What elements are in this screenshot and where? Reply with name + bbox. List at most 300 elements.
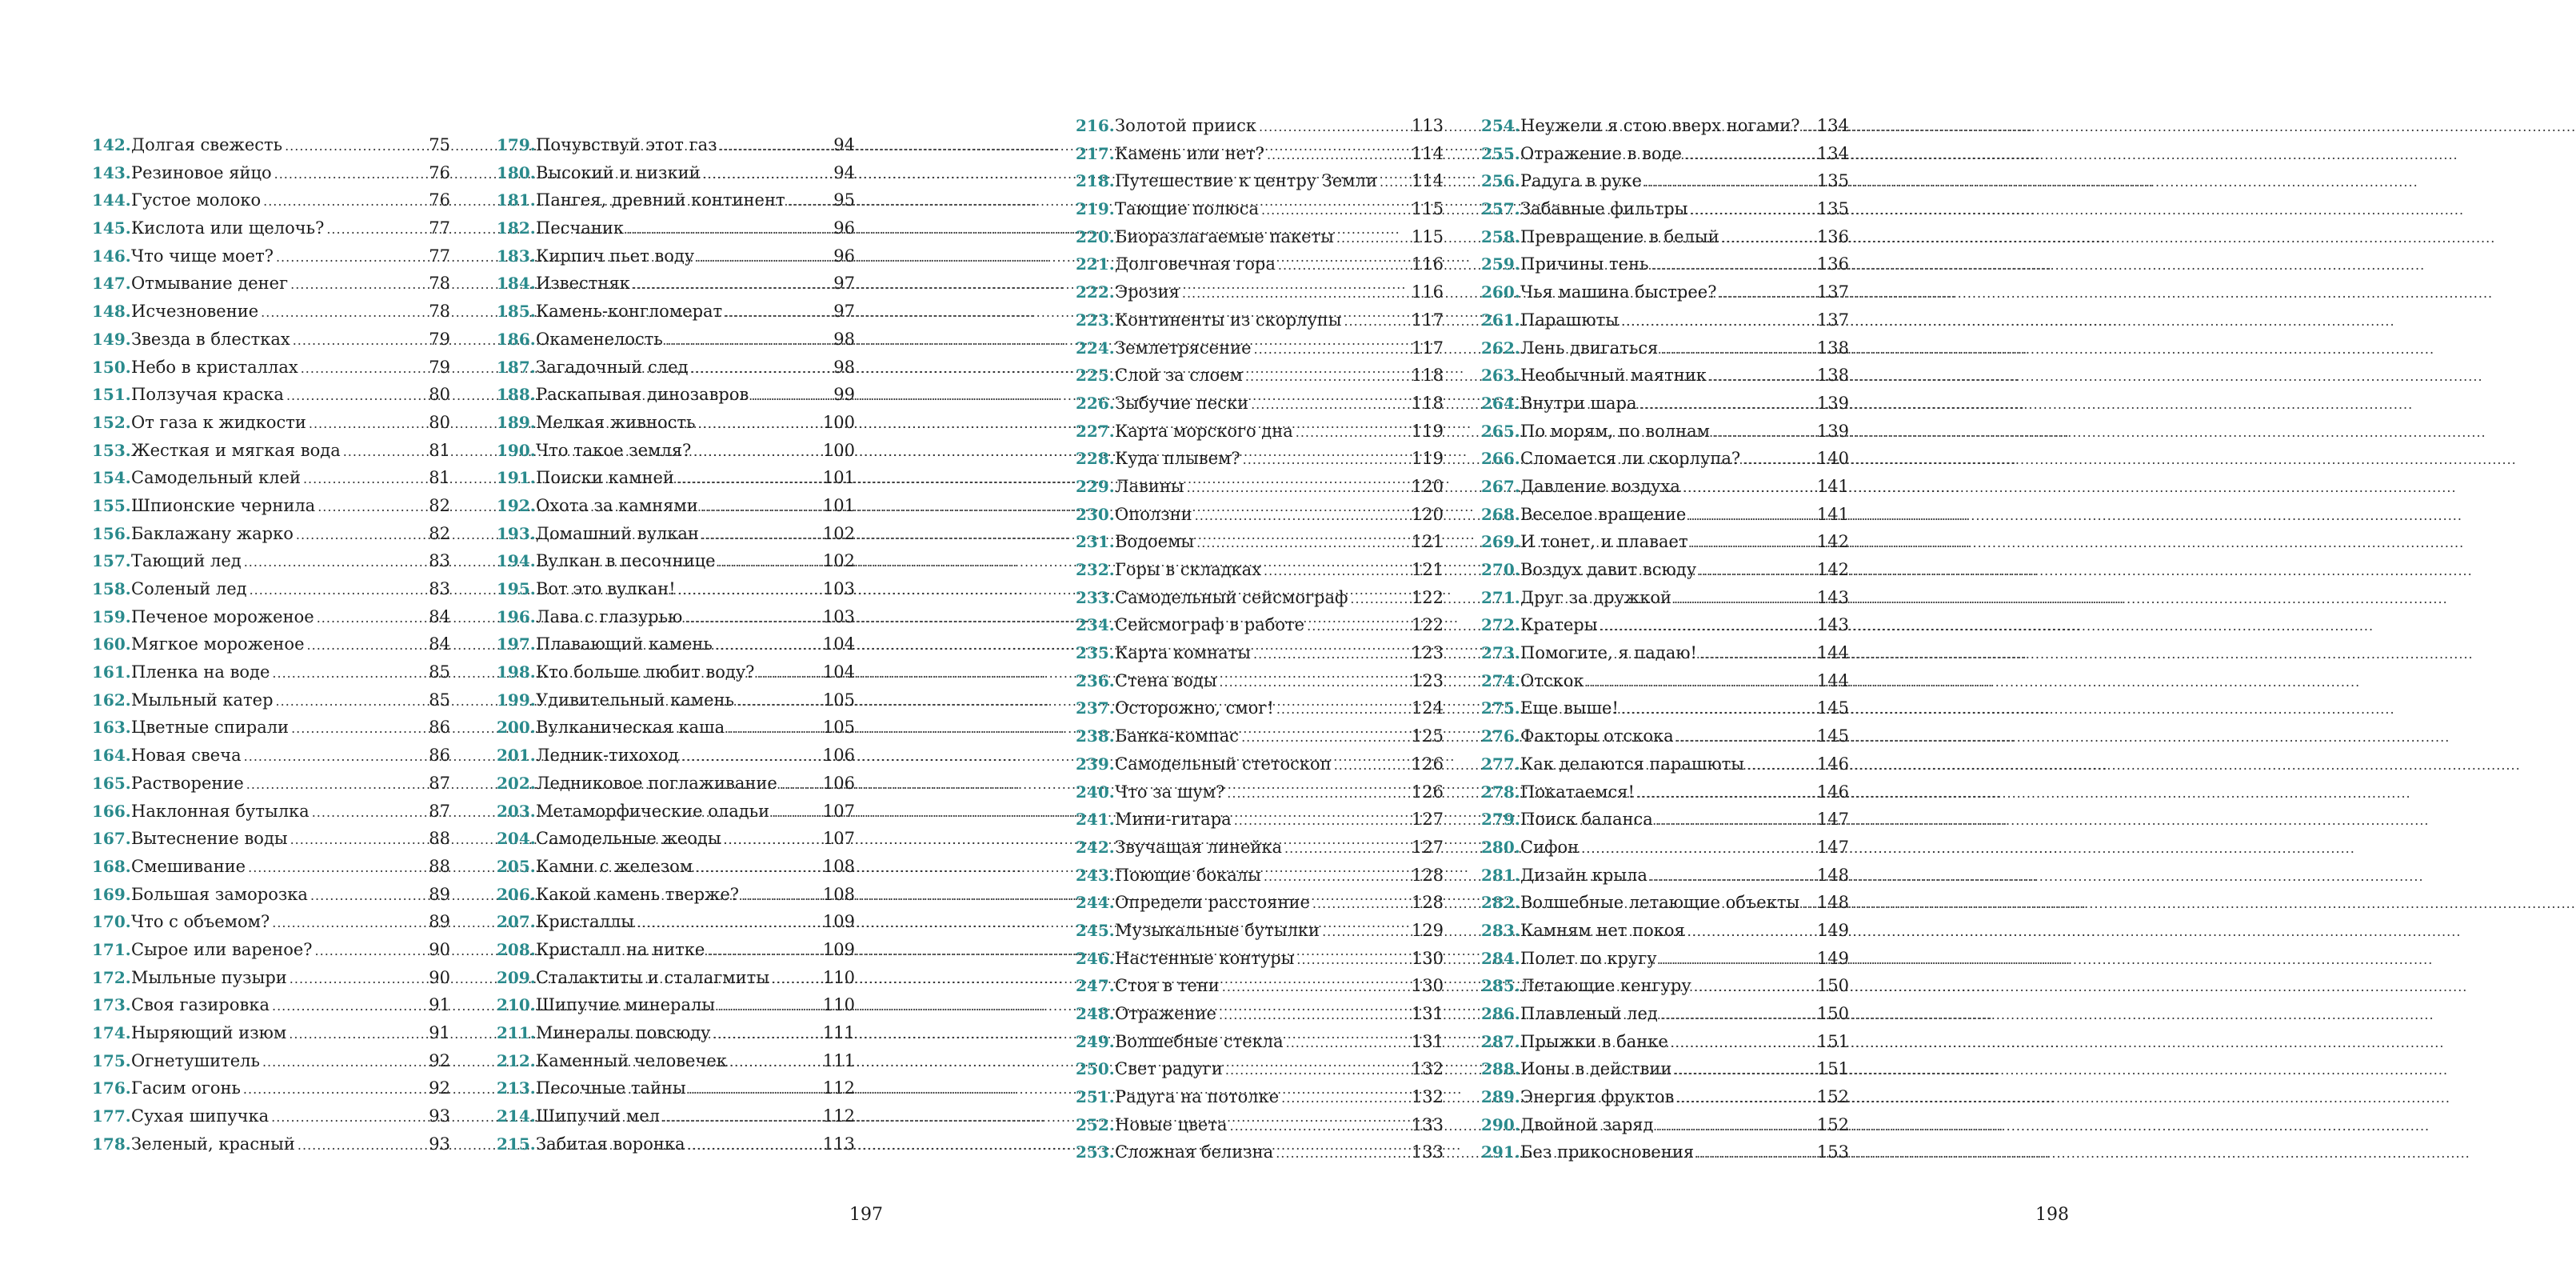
entry-page: 80 <box>429 385 450 405</box>
entry-page: 107 <box>822 801 855 821</box>
entry-page: 93 <box>429 1134 450 1154</box>
toc-entry <box>497 686 855 714</box>
toc-entry <box>1076 167 1444 195</box>
entry-page: 109 <box>822 912 855 932</box>
entry-title: Стена воды <box>1115 670 1217 690</box>
entry-number: 242. <box>1076 837 1115 857</box>
toc-entry <box>92 770 450 798</box>
toc-entry <box>497 186 855 214</box>
entry-title: Отражение <box>1115 1004 1216 1023</box>
entry-title: Раскапывая динозавров <box>536 385 749 405</box>
entry-title: Звучащая линейка <box>1115 837 1283 857</box>
entry-page: 106 <box>822 746 855 766</box>
toc-entry <box>1481 722 1849 750</box>
entry-number: 188. <box>497 385 536 405</box>
dot-leader <box>1699 641 1815 669</box>
dot-leader <box>1241 724 1409 752</box>
entry-page: 135 <box>1816 199 1849 219</box>
toc-column <box>1076 112 1444 1166</box>
dot-leader <box>1219 1002 1409 1030</box>
entry-title: Вулкан в песочнице <box>536 551 716 571</box>
entry-number: 220. <box>1076 226 1115 246</box>
dot-leader <box>693 438 821 466</box>
toc-entry <box>1076 694 1444 722</box>
dot-leader <box>697 244 831 272</box>
dot-leader <box>1709 363 1815 391</box>
dot-leader <box>697 410 820 438</box>
entry-page: 121 <box>1411 532 1444 552</box>
entry-page: 144 <box>1816 670 1849 690</box>
toc-entry <box>92 964 450 992</box>
entry-page: 100 <box>822 440 855 460</box>
entry-number: 260. <box>1481 282 1520 302</box>
entry-number: 259. <box>1481 254 1520 274</box>
entry-number: 267. <box>1481 476 1520 496</box>
entry-title: Огнетушитель <box>131 1050 260 1070</box>
entry-page: 141 <box>1816 504 1849 524</box>
entry-title: Мелкая живность <box>536 412 696 432</box>
entry-number: 262. <box>1481 338 1520 358</box>
dot-leader <box>727 715 821 743</box>
dot-leader <box>1350 586 1409 614</box>
entry-number: 196. <box>497 606 536 626</box>
entry-number: 192. <box>497 495 536 515</box>
entry-number: 181. <box>497 190 536 210</box>
entry-page: 110 <box>822 967 855 987</box>
dot-leader <box>272 993 426 1021</box>
entry-number: 204. <box>497 829 536 849</box>
dot-leader <box>293 327 427 355</box>
toc-entry <box>1076 334 1444 362</box>
dot-leader <box>1802 890 1815 918</box>
toc-entry <box>92 547 450 575</box>
toc-entry <box>1481 362 1849 390</box>
entry-page: 150 <box>1816 976 1849 996</box>
toc-entry <box>1481 806 1849 834</box>
entry-number: 200. <box>497 718 536 738</box>
dot-leader <box>315 938 427 966</box>
dot-leader <box>290 966 427 994</box>
dot-leader <box>741 882 821 910</box>
entry-number: 149. <box>92 329 131 349</box>
entry-title: Отмывание денег <box>131 274 289 294</box>
entry-title: Какой камень тверже? <box>536 884 740 904</box>
dot-leader <box>701 494 821 522</box>
entry-title: Наклонная бутылка <box>131 801 310 821</box>
entry-number: 209. <box>497 967 536 987</box>
dot-leader <box>678 577 821 605</box>
entry-page: 153 <box>1816 1142 1849 1162</box>
entry-number: 286. <box>1481 1004 1520 1023</box>
entry-number: 285. <box>1481 976 1520 996</box>
entry-page: 102 <box>822 523 855 543</box>
entry-number: 214. <box>497 1106 536 1126</box>
dot-leader <box>1182 280 1409 308</box>
entry-title: Дизайн крыла <box>1520 865 1647 885</box>
toc-entry <box>497 742 855 770</box>
entry-number: 237. <box>1076 698 1115 718</box>
entry-page: 126 <box>1411 754 1444 774</box>
entry-number: 169. <box>92 884 131 904</box>
toc-entry <box>1076 501 1444 529</box>
entry-title: Камень или нет? <box>1115 143 1264 163</box>
dot-leader <box>1336 225 1409 253</box>
entry-number: 266. <box>1481 449 1520 469</box>
dot-leader <box>246 771 426 799</box>
entry-title: Забавные фильтры <box>1520 199 1688 219</box>
entry-page: 133 <box>1411 1142 1444 1162</box>
dot-leader <box>737 688 821 716</box>
dot-leader <box>717 993 821 1021</box>
dot-leader <box>261 299 426 327</box>
dot-leader <box>1674 586 1815 614</box>
toc-entry <box>497 603 855 631</box>
dot-leader <box>1286 1030 1409 1058</box>
entry-number: 173. <box>92 995 131 1015</box>
entry-title: Охота за камнями <box>536 495 698 515</box>
entry-title: Жесткая и мягкая вода <box>131 440 341 460</box>
toc-entry <box>497 798 855 826</box>
dot-leader <box>1743 446 1815 474</box>
entry-page: 77 <box>429 218 450 238</box>
entry-page: 78 <box>429 274 450 294</box>
dot-leader <box>1195 502 1409 530</box>
entry-number: 275. <box>1481 698 1520 718</box>
entry-title: Отражение в воде <box>1520 143 1682 163</box>
entry-page: 113 <box>822 1134 855 1154</box>
entry-page: 84 <box>429 634 450 654</box>
right-page <box>972 0 2069 1280</box>
entry-title: Плавающий камень <box>536 634 713 654</box>
entry-title: Радуга на потолке <box>1115 1087 1280 1107</box>
entry-number: 157. <box>92 551 131 571</box>
entry-page: 98 <box>833 329 855 349</box>
entry-page: 134 <box>1816 116 1849 135</box>
dot-leader <box>633 271 831 299</box>
dot-leader <box>713 1021 820 1049</box>
toc-entry <box>497 492 855 520</box>
dot-leader <box>720 133 832 161</box>
entry-number: 248. <box>1076 1004 1115 1023</box>
toc-entry <box>1076 611 1444 639</box>
entry-title: Сейсмограф в работе <box>1115 615 1305 635</box>
toc-entry <box>1076 834 1444 862</box>
entry-page: 107 <box>822 829 855 849</box>
toc-entry <box>1076 806 1444 834</box>
entry-number: 283. <box>1481 920 1520 940</box>
toc-column <box>92 131 450 1158</box>
toc-entry <box>1076 556 1444 584</box>
entry-page: 136 <box>1816 226 1849 246</box>
toc-entry <box>1076 1083 1444 1111</box>
entry-title: Удивительный камень <box>536 690 734 710</box>
entry-number: 206. <box>497 884 536 904</box>
entry-page: 92 <box>429 1078 450 1098</box>
entry-title: Долгая свежесть <box>131 135 283 154</box>
entry-title: Почувствуй этот газ <box>536 135 717 154</box>
entry-page: 89 <box>429 912 450 932</box>
entry-page: 85 <box>429 662 450 682</box>
dot-leader <box>1264 558 1409 586</box>
dot-leader <box>1251 391 1409 419</box>
entry-number: 232. <box>1076 560 1115 579</box>
dot-leader <box>290 826 427 854</box>
toc-entry <box>1481 556 1849 584</box>
dot-leader <box>662 1104 821 1132</box>
entry-title: Свет радуги <box>1115 1059 1223 1079</box>
toc-entry <box>497 991 855 1019</box>
toc-entry <box>1076 1028 1444 1056</box>
entry-number: 203. <box>497 801 536 821</box>
entry-title: Лава с глазурью <box>536 606 683 626</box>
toc-entry <box>1076 584 1444 612</box>
entry-page: 81 <box>429 440 450 460</box>
entry-number: 229. <box>1076 476 1115 496</box>
entry-title: Мини-гитара <box>1115 810 1232 830</box>
toc-entry <box>1076 1111 1444 1139</box>
toc-entry <box>1076 1138 1444 1166</box>
toc-entry <box>1076 112 1444 140</box>
entry-page: 100 <box>822 412 855 432</box>
entry-page: 138 <box>1816 366 1849 386</box>
dot-leader <box>725 299 831 327</box>
entry-page: 105 <box>822 718 855 738</box>
entry-page: 114 <box>1411 171 1444 191</box>
toc-entry <box>1481 112 1849 140</box>
toc-entry <box>1076 778 1444 806</box>
toc-entry <box>1076 306 1444 334</box>
entry-title: Растворение <box>131 773 244 793</box>
toc-entry <box>1481 1000 1849 1028</box>
entry-page: 126 <box>1411 782 1444 802</box>
entry-number: 187. <box>497 357 536 377</box>
toc-entry <box>1076 639 1444 667</box>
entry-page: 118 <box>1411 366 1444 386</box>
entry-title: Поющие бокалы <box>1115 865 1261 885</box>
entry-number: 257. <box>1481 199 1520 219</box>
entry-number: 143. <box>92 162 131 182</box>
dot-leader <box>724 826 821 854</box>
entry-page: 127 <box>1411 810 1444 830</box>
entry-title: Камни с железом <box>536 856 693 876</box>
entry-title: Горы в складках <box>1115 560 1262 579</box>
dot-leader <box>1660 336 1815 364</box>
entry-page: 85 <box>429 690 450 710</box>
toc-entry <box>92 159 450 187</box>
entry-number: 246. <box>1076 948 1115 968</box>
entry-page: 91 <box>429 995 450 1015</box>
entry-page: 83 <box>429 551 450 571</box>
entry-page: 151 <box>1816 1031 1849 1051</box>
dot-leader <box>626 216 831 244</box>
entry-page: 111 <box>822 1023 855 1042</box>
entry-number: 205. <box>497 856 536 876</box>
entry-page: 84 <box>429 606 450 626</box>
toc-entry <box>497 630 855 658</box>
dot-leader <box>1655 1113 1814 1141</box>
entry-title: Веселое вращение <box>1520 504 1687 524</box>
dot-leader <box>1278 252 1409 280</box>
entry-page: 138 <box>1816 338 1849 358</box>
dot-leader <box>1696 1140 1815 1168</box>
entry-number: 153. <box>92 440 131 460</box>
entry-number: 191. <box>497 468 536 488</box>
entry-title: Землетрясение <box>1115 338 1252 358</box>
entry-number: 255. <box>1481 143 1520 163</box>
entry-number: 207. <box>497 912 536 932</box>
entry-title: Стоя в тени <box>1115 976 1220 996</box>
entry-title: Долговечная гора <box>1115 254 1276 274</box>
entry-page: 102 <box>822 551 855 571</box>
entry-page: 124 <box>1411 698 1444 718</box>
entry-number: 289. <box>1481 1087 1520 1107</box>
entry-page: 119 <box>1411 449 1444 469</box>
entry-title: Сломается ли скорлупа? <box>1520 449 1741 469</box>
dot-leader <box>757 660 820 688</box>
entry-page: 130 <box>1411 976 1444 996</box>
entry-title: Лавины <box>1115 476 1184 496</box>
entry-number: 268. <box>1481 504 1520 524</box>
dot-leader <box>274 161 427 189</box>
dot-leader <box>317 605 427 633</box>
dot-leader <box>263 188 426 216</box>
entry-title: Минералы повсюду <box>536 1023 711 1042</box>
entry-title: Зыбучие пески <box>1115 393 1249 413</box>
entry-number: 166. <box>92 801 131 821</box>
dot-leader <box>1587 669 1815 697</box>
dot-leader <box>1284 835 1409 863</box>
entry-title: Вытеснение воды <box>131 829 288 849</box>
entry-page: 94 <box>833 135 855 154</box>
toc-entry <box>1481 418 1849 446</box>
entry-title: Цветные спирали <box>131 718 290 738</box>
dot-leader <box>1253 641 1409 669</box>
entry-page: 115 <box>1411 199 1444 219</box>
toc-entry <box>1076 945 1444 973</box>
entry-number: 176. <box>92 1078 131 1098</box>
entry-title: Музыкальные бутылки <box>1115 920 1320 940</box>
entry-page: 125 <box>1411 726 1444 746</box>
entry-title: Плавленый лед <box>1520 1004 1658 1023</box>
entry-number: 185. <box>497 302 536 322</box>
toc-entry <box>92 1102 450 1130</box>
entry-number: 225. <box>1076 366 1115 386</box>
toc-entry <box>1481 917 1849 945</box>
toc-entry <box>92 603 450 631</box>
entry-title: Воздух давит всюду <box>1520 560 1697 579</box>
dot-leader <box>290 271 426 299</box>
entry-number: 174. <box>92 1023 131 1042</box>
entry-title: Ледниковое поглаживание <box>536 773 777 793</box>
entry-page: 86 <box>429 718 450 738</box>
toc-entry <box>92 853 450 881</box>
dot-leader <box>1334 752 1409 780</box>
entry-title: Путешествие к центру Земли <box>1115 171 1377 191</box>
entry-title: Осторожно, смог! <box>1115 698 1274 718</box>
entry-title: Своя газировка <box>131 995 270 1015</box>
dot-leader <box>276 688 427 716</box>
entry-title: Сифон <box>1520 837 1580 857</box>
entry-title: Друг за дружкой <box>1520 587 1672 607</box>
dot-leader <box>1712 419 1815 447</box>
entry-title: Кристалл на нитке <box>536 939 705 959</box>
entry-number: 199. <box>497 690 536 710</box>
toc-entry <box>1076 972 1444 1000</box>
entry-number: 258. <box>1481 226 1520 246</box>
entry-page: 97 <box>833 302 855 322</box>
entry-number: 167. <box>92 829 131 849</box>
entry-page: 131 <box>1411 1004 1444 1023</box>
entry-number: 240. <box>1076 782 1115 802</box>
toc-entry <box>1481 167 1849 195</box>
entry-number: 221. <box>1076 254 1115 274</box>
entry-page: 103 <box>822 606 855 626</box>
toc-entry <box>92 298 450 326</box>
toc-entry <box>497 298 855 326</box>
entry-title: Пангея, древний континент <box>536 190 785 210</box>
entry-page: 101 <box>822 495 855 515</box>
entry-page: 113 <box>1411 116 1444 135</box>
entry-page: 89 <box>429 884 450 904</box>
entry-page: 123 <box>1411 643 1444 663</box>
entry-page: 79 <box>429 357 450 377</box>
entry-page: 95 <box>833 190 855 210</box>
entry-page: 94 <box>833 162 855 182</box>
toc-entry <box>1481 195 1849 223</box>
dot-leader <box>701 522 821 550</box>
entry-number: 222. <box>1076 282 1115 302</box>
entry-page: 132 <box>1411 1087 1444 1107</box>
entry-title: Печеное мороженое <box>131 606 314 626</box>
toc-entry <box>1076 473 1444 501</box>
entry-title: Поиск баланса <box>1520 810 1653 830</box>
dot-leader <box>1245 363 1409 391</box>
toc-entry <box>1481 972 1849 1000</box>
entry-number: 218. <box>1076 171 1115 191</box>
dot-leader <box>1276 696 1409 724</box>
dot-leader <box>703 161 832 189</box>
dot-leader <box>1655 807 1815 835</box>
toc-entry <box>92 575 450 603</box>
entry-page: 136 <box>1816 254 1849 274</box>
entry-title: Лень двигаться <box>1520 338 1659 358</box>
entry-number: 189. <box>497 412 536 432</box>
entry-number: 274. <box>1481 670 1520 690</box>
toc-entry <box>497 1130 855 1158</box>
entry-number: 198. <box>497 662 536 682</box>
entry-title: Каменный человечек <box>536 1050 727 1070</box>
entry-title: Ледник-тихоход <box>536 746 679 766</box>
entry-number: 170. <box>92 912 131 932</box>
toc-entry <box>497 964 855 992</box>
toc-entry <box>92 186 450 214</box>
entry-page: 76 <box>429 190 450 210</box>
dot-leader <box>1380 169 1409 197</box>
entry-number: 244. <box>1076 893 1115 913</box>
entry-page: 112 <box>822 1078 855 1098</box>
dot-leader <box>637 910 821 938</box>
entry-title: Небо в кристаллах <box>131 357 298 377</box>
entry-title: Большая заморозка <box>131 884 308 904</box>
entry-title: И тонет, и плавает <box>1520 532 1688 552</box>
dot-leader <box>318 494 426 522</box>
entry-title: Превращение в белый <box>1520 226 1719 246</box>
entry-title: Шпионские чернила <box>131 495 316 515</box>
entry-title: Вулканическая каша <box>536 718 725 738</box>
entry-number: 254. <box>1481 116 1520 135</box>
entry-number: 227. <box>1076 421 1115 441</box>
dot-leader <box>1227 780 1409 808</box>
